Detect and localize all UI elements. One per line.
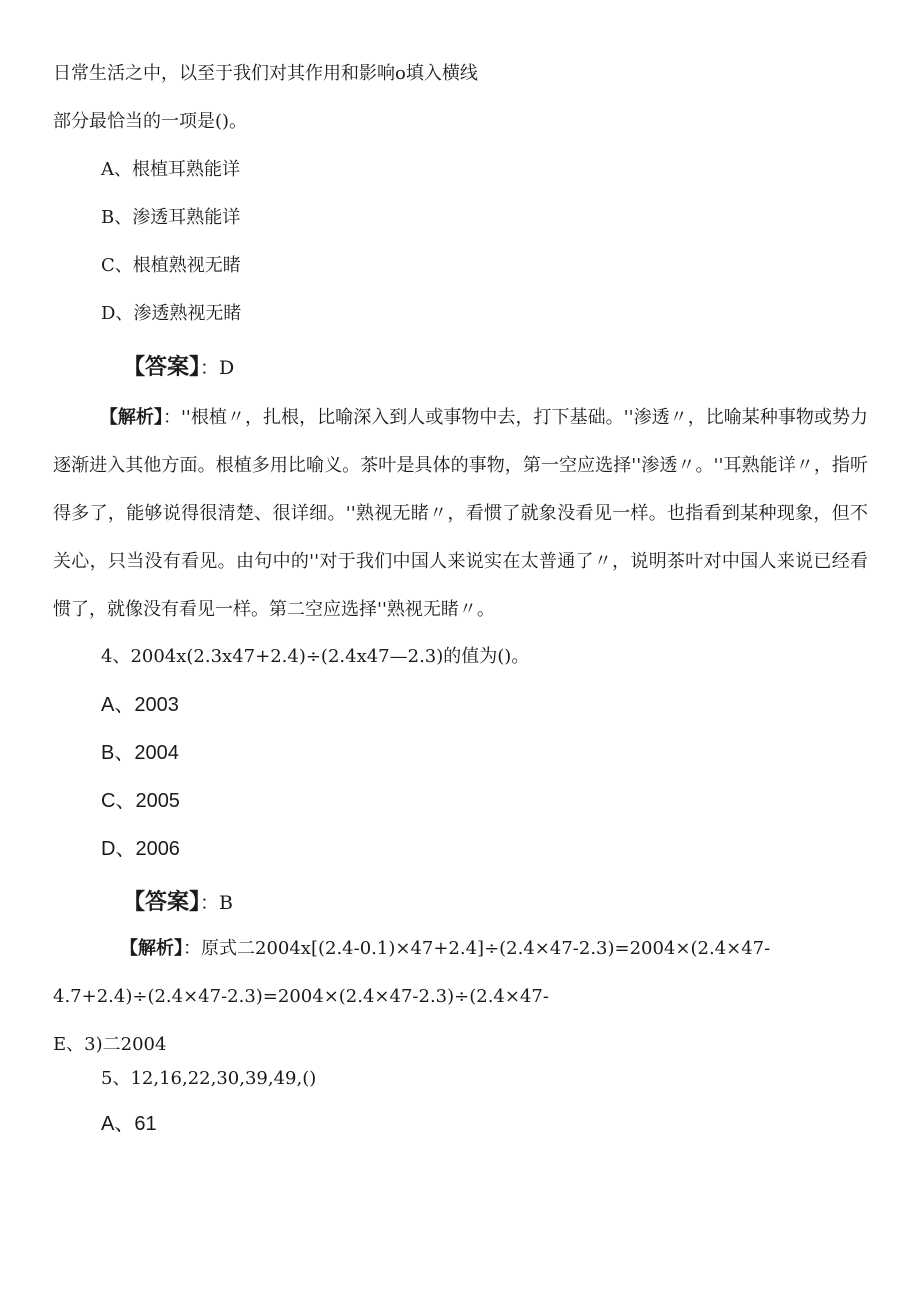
explanation-text: ：原式二2004x[(2.4-0.1)×47+2.4]÷(2.4×47-2.3)=2004×(2.4×47- [183, 938, 771, 959]
question-3-option-a: A、根植耳熟能详 [101, 159, 240, 180]
question-3-answer [123, 353, 234, 382]
question-4-option-c: C、2005 [101, 790, 180, 812]
answer-label: 【答案】 [123, 889, 201, 915]
explanation-label: 【解析】 [120, 938, 183, 959]
question-3-option-b: B、渗透耳熟能详 [101, 207, 241, 228]
question-3-option-d: D、渗透熟视无睹 [101, 303, 242, 324]
question-4-stem: 4、2004x(2.3x47+2.4)÷(2.4x47—2.3)的值为()。 [101, 646, 530, 667]
question-4-explanation-line-1 [120, 937, 770, 961]
answer-value: ：B [200, 892, 233, 914]
question-4-explanation-line-3: E、3)二2004 [53, 1034, 167, 1055]
question-3-explanation [53, 394, 868, 634]
question-4-option-d: D、2006 [101, 838, 180, 860]
answer-value: ：D [200, 357, 235, 379]
question-4-answer [123, 888, 233, 917]
question-5-option-a: A、61 [101, 1113, 157, 1135]
answer-label: 【答案】 [123, 354, 201, 380]
question-3-stem-line-2: 部分最恰当的一项是()。 [53, 111, 248, 132]
question-4-explanation-line-2: 4.7+2.4)÷(2.4×47-2.3)=2004×(2.4×47-2.3)÷(2.4×47- [53, 986, 549, 1007]
question-3-option-c: C、根植熟视无睹 [101, 255, 241, 276]
explanation-text: ：''根植〃，扎根，比喻深入到人或事物中去，打下基础。''渗透〃，比喻某种事物或势力逐渐进入其他方面。根植多用比喻义。茶叶是具体的事物，第一空应选择''渗透〃。''耳熟能详〃，指听得多了，能够说得很清楚、很详细。''熟视无睹〃，看惯了就象没看见一样。也指看到某种现象，但不关心，只当没有看见。由句中的''对于我们中国人来说实在太普通了〃，说明茶叶对中国人来说已经看惯了，就像没有看见一样。第二空应选择''熟视无睹〃。 [53, 407, 869, 620]
question-4-option-a: A、2003 [101, 694, 179, 716]
question-4-option-b: B、2004 [101, 742, 179, 764]
explanation-label: 【解析】 [99, 407, 163, 428]
question-3-stem-line-1: 日常生活之中，以至于我们对其作用和影响o填入横线 [53, 63, 478, 84]
question-5-stem: 5、12,16,22,30,39,49,() [101, 1068, 317, 1089]
